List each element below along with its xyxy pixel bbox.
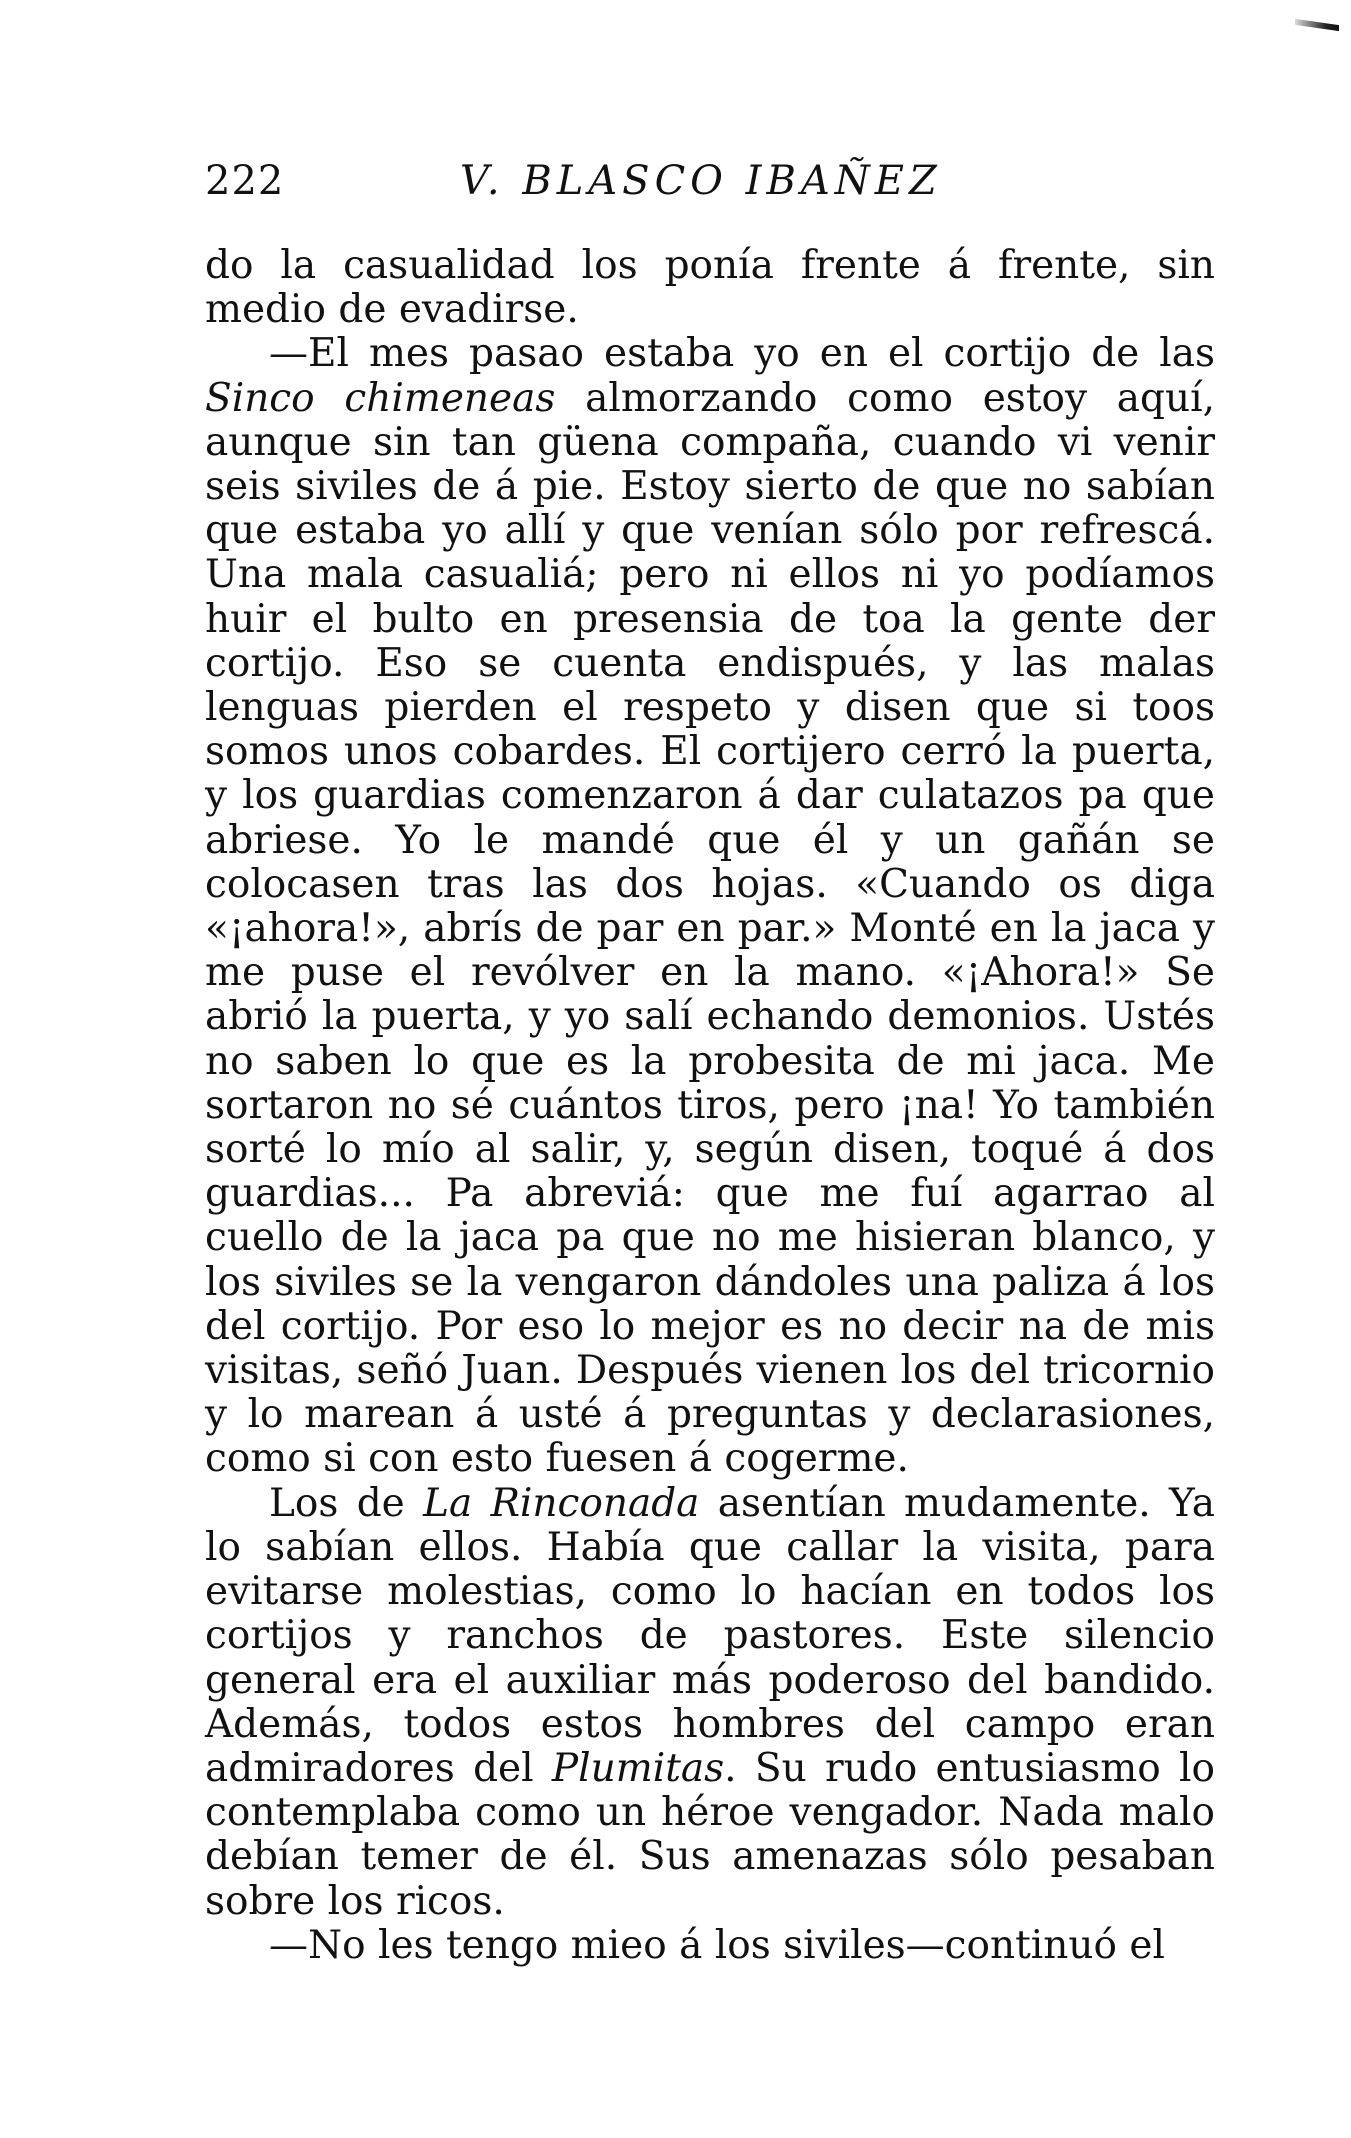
scan-mark xyxy=(1295,19,1339,31)
italic-segment: Plumitas xyxy=(551,1745,725,1791)
running-head: V. BLASCO IBAÑEZ xyxy=(460,158,942,204)
text-segment: almorzando como estoy aquí, aunque sin tan güena compaña, cuando vi venir seis siviles de á pie. Estoy sierto de que no sabían que estaba yo allí y que venían sólo por refrescá. Una mala casualiá; pero ni ellos ni yo podíamos huir el bulto en presensia de toa la gente der cortijo. Eso se cuenta endispués, y las malas lenguas pierden el respeto y disen que si toos somos unos cobardes. El cortijero cerró la puerta, y los guardias comenzaron á dar culatazos pa que abriese. Yo le mandé que él y un gañán se colocasen tras las dos hojas. «Cuando os diga «¡ahora!», abrís de par en par.» Monté en la jaca y me puse el revólver en la mano. «¡Ahora!» Se abrió la puerta, y yo salí echando demonios. Ustés no saben lo que es la probesita de mi jaca. Me sortaron no sé cuántos tiros, pero ¡na! Yo también sorté lo mío al salir, y, según disen, toqué á dos guardias... Pa abreviá: que me fuí agarrao al cuello de la jaca pa que no me hisieran blanco, y los siviles se la vengaron dándoles una paliza á los del cortijo. Por eso lo mejor es no decir na de mis visitas, señó Juan. Después vienen los del tricornio y lo marean á usté á preguntas y declarasiones, como si con esto fuesen á cogerme. xyxy=(205,375,1215,1482)
text-segment: . Su rudo entusiasmo lo contemplaba como un héroe vengador. Nada malo debían temer de él. Sus amenazas sólo pesaban sobre los ricos. xyxy=(205,1745,1215,1924)
page-number: 222 xyxy=(205,158,285,204)
paragraph xyxy=(205,244,1215,332)
body-text xyxy=(205,244,1215,1968)
paragraph xyxy=(205,1924,1215,1968)
page-header xyxy=(205,158,1215,218)
italic-segment: Sinco chimeneas xyxy=(205,375,556,421)
paragraph xyxy=(205,332,1215,1481)
text-segment: —El mes pasao estaba yo en el cortijo de las xyxy=(269,331,1215,377)
italic-segment: La Rinconada xyxy=(423,1480,700,1526)
text-segment: —No les tengo mieo á los siviles—continuó el xyxy=(269,1922,1165,1968)
text-segment: do la casualidad los ponía frente á frente, sin medio de evadirse. xyxy=(205,243,1215,333)
text-segment: Los de xyxy=(269,1480,424,1526)
paragraph xyxy=(205,1482,1215,1924)
text-segment: asentían mudamente. Ya lo sabían ellos. Había que callar la visita, para evitarse molestias, como lo hacían en todos los cortijos y ranchos de pastores. Este silencio general era el auxiliar más poderoso del bandido. Además, todos estos hombres del campo eran admiradores del xyxy=(205,1480,1215,1791)
